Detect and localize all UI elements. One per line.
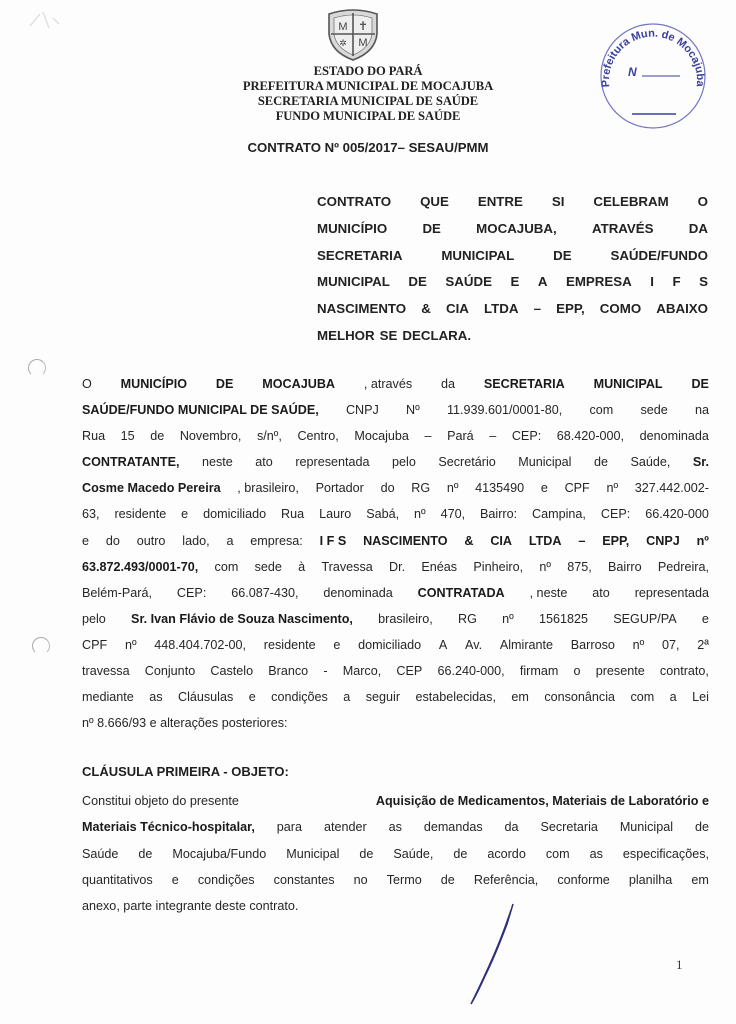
preamble-word: I	[650, 274, 654, 290]
paragraph-line	[82, 423, 709, 449]
paragraph-line	[82, 632, 709, 658]
text-run: empresa:	[250, 533, 303, 548]
preamble-word: MOCAJUBA,	[476, 220, 557, 236]
preamble-word: COMO	[599, 301, 642, 317]
preamble-word: SI	[551, 194, 565, 209]
header-secretariat: SECRETARIA MUNICIPAL DE SAÚDE	[257, 94, 479, 108]
text-run: a	[669, 690, 677, 705]
text-run: denominada	[639, 429, 709, 444]
bold-text-run: CONTRATADA	[417, 585, 505, 600]
text-run: quantitativos	[82, 872, 153, 887]
text-run: Conjunto	[144, 664, 196, 679]
text-run: Portador	[315, 481, 364, 496]
bold-text-run: nº	[696, 533, 709, 548]
text-run: Campina,	[532, 507, 586, 522]
text-run: a	[343, 690, 351, 705]
header-fund: FUNDO MUNICIPAL DE SAÚDE	[275, 109, 461, 123]
preamble-word: QUE	[420, 194, 449, 209]
text-run: 66.087-430,	[231, 585, 299, 600]
bleed-through-mark	[25, 4, 65, 34]
text-run: a	[226, 533, 234, 548]
text-run: pelo	[82, 611, 106, 626]
text-run: de	[694, 820, 709, 835]
preamble-line	[317, 296, 708, 323]
text-run: Sabá,	[366, 507, 400, 522]
bold-text-run: Cosme Macedo Pereira	[82, 481, 221, 496]
text-run: CNPJ	[345, 403, 379, 418]
text-run: residente	[263, 637, 316, 652]
text-run: e	[333, 637, 341, 652]
preamble-word: ABAIXO	[656, 301, 708, 317]
text-run: neste	[201, 455, 233, 470]
clause-line	[82, 788, 709, 814]
text-run: para	[276, 820, 303, 835]
text-run: acordo	[487, 846, 526, 861]
prefecture-stamp	[592, 18, 712, 130]
paragraph-line	[82, 684, 709, 710]
preamble-word: EMPRESA	[565, 274, 632, 290]
paragraph-line	[82, 501, 709, 527]
preamble-word: EPP,	[556, 301, 585, 317]
text-run: presente	[595, 664, 645, 679]
text-run: à	[298, 559, 306, 574]
bold-text-run: Aquisição de Medicamentos, Materiais de Laboratório e	[375, 794, 709, 808]
text-run: Almirante	[499, 637, 554, 652]
preamble-word: –	[533, 301, 541, 317]
text-run: Constitui objeto do presente	[82, 794, 239, 808]
text-run: o	[573, 664, 581, 679]
text-run: de	[453, 846, 468, 861]
text-run: de	[138, 846, 153, 861]
text-run: 327.442.002-	[634, 481, 709, 496]
bold-text-run: DE	[691, 377, 709, 391]
text-run: 68.420-000,	[556, 429, 625, 444]
bold-text-run: SECRETARIA	[483, 377, 565, 391]
text-run: Branco	[268, 664, 309, 679]
text-run: brasileiro,	[378, 611, 433, 626]
text-run: Municipal	[286, 846, 340, 861]
text-run: da	[440, 377, 455, 391]
text-run: contrato,	[659, 664, 709, 679]
bold-text-run: SAÚDE/FUNDO MUNICIPAL DE SAÚDE,	[82, 403, 319, 418]
preamble-word: DE	[408, 274, 427, 290]
text-run: Lauro	[319, 507, 352, 522]
text-run: domiciliado	[358, 637, 422, 652]
text-run: Municipal	[518, 455, 572, 470]
clause-line	[82, 814, 709, 840]
page-number: 1	[676, 957, 683, 972]
text-run: O	[82, 377, 92, 391]
text-run: Nº	[406, 403, 420, 418]
text-run: outro	[136, 533, 166, 548]
clause-line	[82, 893, 709, 919]
bold-text-run: MUNICÍPIO	[120, 377, 188, 391]
bold-text-run: CONTRATANTE,	[82, 455, 180, 470]
text-run: as	[589, 846, 603, 861]
text-run: Belém-Pará,	[82, 585, 152, 600]
preamble-word: E	[510, 274, 520, 290]
header-state: ESTADO DO PARÁ	[313, 64, 423, 78]
text-run: Termo	[386, 872, 422, 887]
text-run: nº	[446, 481, 459, 496]
preamble-word: SECRETARIA	[317, 247, 403, 263]
text-run: representada	[295, 455, 370, 470]
clause-one-title: CLÁUSULA PRIMEIRA - OBJETO:	[82, 764, 289, 779]
paragraph-line	[82, 658, 709, 684]
preamble-word: CONTRATO	[317, 194, 392, 209]
preamble-word: CELEBRAM	[593, 194, 669, 209]
text-run: travessa	[82, 664, 130, 679]
text-run: Pará	[447, 429, 474, 444]
preamble-word: CIA	[445, 301, 469, 317]
bold-text-run: LTDA	[528, 533, 562, 548]
text-run: 66.240-000,	[437, 664, 505, 679]
text-run: constantes	[273, 872, 335, 887]
clause-line	[82, 841, 709, 867]
text-run: 07,	[662, 637, 680, 652]
text-run: conforme	[557, 872, 610, 887]
text-run: sede	[254, 559, 282, 574]
preamble-word: ENTRE	[477, 194, 523, 209]
text-run: , brasileiro,	[237, 481, 299, 496]
bold-text-run: CIA	[490, 533, 513, 548]
preamble-word: DE	[553, 247, 572, 263]
text-run: Barroso	[570, 637, 615, 652]
bold-text-run: MUNICIPAL	[593, 377, 663, 391]
text-run: com	[630, 690, 655, 705]
text-run: nº	[502, 611, 514, 626]
text-run: atender	[323, 820, 367, 835]
text-run: Pinheiro,	[473, 559, 524, 574]
preamble-word: MUNICIPAL	[441, 247, 515, 263]
text-run: Lei	[692, 690, 709, 705]
preamble-word: A	[537, 274, 548, 290]
text-run: 2ª	[697, 637, 709, 652]
text-run: condições	[271, 690, 328, 705]
text-run: Saúde	[82, 846, 119, 861]
text-run: nº 8.666/93 e alterações posteriores:	[82, 716, 288, 731]
bold-text-run: Sr.	[692, 455, 709, 470]
text-run: 1561825	[538, 611, 588, 626]
stamp-field-label: N	[628, 65, 637, 79]
text-run: 11.939.601/0001-80,	[446, 403, 563, 418]
text-run: as	[388, 820, 402, 835]
text-run: especificações,	[622, 846, 709, 861]
text-run: Marco,	[342, 664, 382, 679]
text-run: 448.404.702-00,	[154, 637, 247, 652]
text-run: na	[694, 403, 709, 418]
preamble-word: F	[672, 274, 681, 290]
text-run: com	[589, 403, 614, 418]
text-run: e	[171, 872, 179, 887]
text-run: com	[214, 559, 239, 574]
bold-text-run: Materiais Técnico-hospitalar,	[82, 820, 255, 835]
stamp-text: Prefeitura Mun. de Mocajuba	[599, 27, 707, 88]
text-run: em	[511, 690, 529, 705]
text-run: representada	[634, 585, 709, 600]
bold-text-run: 63.872.493/0001-70,	[82, 559, 199, 574]
text-run: 875,	[567, 559, 592, 574]
text-run: Castelo	[210, 664, 254, 679]
text-run: nº	[632, 637, 645, 652]
text-run: da	[504, 820, 519, 835]
text-run: RG	[411, 481, 431, 496]
text-run: , através	[363, 377, 413, 391]
bold-text-run: DE	[215, 377, 234, 391]
text-run: seguir	[365, 690, 401, 705]
text-run: CPF	[564, 481, 590, 496]
text-run: nº	[606, 481, 619, 496]
bold-text-run: I F S	[319, 533, 347, 548]
bold-text-run: NASCIMENTO	[363, 533, 448, 548]
text-run: 4135490	[475, 481, 525, 496]
paragraph-line	[82, 449, 709, 475]
text-run: em	[691, 872, 709, 887]
text-run: nº	[124, 637, 137, 652]
text-run: SEGUP/PA	[613, 611, 677, 626]
text-run: mediante	[82, 690, 134, 705]
text-run: Rua	[281, 507, 305, 522]
text-run: e	[181, 507, 189, 522]
text-run: Bairro:	[480, 507, 518, 522]
preamble-word: DECLARA.	[402, 327, 472, 343]
preamble-word: MUNICÍPIO	[317, 220, 388, 236]
preamble-word: ATRAVÉS	[591, 220, 654, 236]
text-run: Secretaria	[540, 820, 598, 835]
text-run: lado,	[182, 533, 210, 548]
text-run: de	[150, 429, 165, 444]
text-run: Centro,	[297, 429, 339, 444]
text-run: ato	[592, 585, 610, 600]
text-run: de	[359, 846, 374, 861]
preamble-word: &	[421, 301, 431, 317]
preamble-line	[317, 189, 708, 216]
text-run: Secretário	[438, 455, 496, 470]
paragraph-line	[82, 710, 709, 736]
text-run: –	[424, 429, 432, 444]
text-run: CPF	[82, 637, 108, 652]
text-run: estabelecidas,	[415, 690, 496, 705]
text-run: Av.	[465, 637, 483, 652]
text-run: Bairro	[608, 559, 642, 574]
crest-cross-icon: ✝	[357, 19, 369, 33]
contract-number: CONTRATO Nº 005/2017– SESAU/PMM	[247, 140, 489, 155]
bold-text-run: Sr. Ivan Flávio de Souza Nascimento,	[131, 611, 353, 626]
preamble-word: MELHOR	[317, 327, 375, 343]
bold-text-run: MOCAJUBA	[262, 377, 336, 391]
municipal-crest-icon	[325, 6, 381, 62]
text-run: s/nº,	[256, 429, 282, 444]
crest-symbol-icon: ✲	[339, 38, 347, 48]
text-run: e	[248, 690, 256, 705]
preamble-word: DE	[422, 220, 441, 236]
bold-text-run: &	[464, 533, 474, 548]
paragraph-line	[82, 554, 709, 580]
text-run: -	[323, 664, 328, 679]
text-run: demandas	[423, 820, 483, 835]
crest-letter-m: M	[358, 37, 368, 49]
paragraph-line	[82, 475, 709, 501]
text-run: com	[545, 846, 570, 861]
paragraph-line	[82, 371, 709, 397]
text-run: residente	[114, 507, 167, 522]
text-run: Mocajuba	[354, 429, 409, 444]
preamble-word: DA	[688, 220, 708, 236]
preamble-word: O	[697, 194, 708, 209]
text-run: nº	[414, 507, 426, 522]
preamble-line	[317, 269, 708, 296]
text-run: planilha	[628, 872, 673, 887]
punch-hole-mark	[32, 637, 50, 655]
text-run: domiciliado	[203, 507, 267, 522]
text-run: sede	[640, 403, 668, 418]
text-run: anexo, parte integrante deste contrato.	[82, 899, 299, 914]
paragraph-line	[82, 528, 709, 554]
parties-paragraph	[82, 371, 709, 736]
text-run: as	[149, 690, 163, 705]
preamble-word: SE	[379, 327, 398, 343]
text-run: –	[489, 429, 497, 444]
text-run: Saúde,	[630, 455, 671, 470]
text-run: Novembro,	[179, 429, 242, 444]
clause-one-body	[82, 788, 709, 919]
text-run: Cláusulas	[177, 690, 234, 705]
text-run: pelo	[392, 455, 416, 470]
text-run: nº	[539, 559, 551, 574]
text-run: A	[438, 637, 448, 652]
text-run: ato	[255, 455, 273, 470]
preamble-word: MUNICIPAL	[317, 274, 390, 290]
text-run: consonância	[544, 690, 616, 705]
text-run: CEP	[396, 664, 423, 679]
preamble-line	[317, 243, 708, 270]
text-run: , neste	[529, 585, 568, 600]
bold-text-run: –	[578, 533, 586, 548]
preamble-word: SAÚDE	[445, 274, 492, 290]
text-run: 66.420-000	[645, 507, 709, 522]
text-run: Dr.	[389, 559, 406, 574]
text-run: 15	[120, 429, 135, 444]
text-run: Pedreira,	[657, 559, 709, 574]
signature-stroke	[455, 900, 525, 1010]
bold-text-run: CNPJ	[646, 533, 680, 548]
text-run: RG	[457, 611, 477, 626]
text-run: Saúde,	[393, 846, 434, 861]
punch-hole-mark	[28, 359, 46, 377]
text-run: no	[353, 872, 368, 887]
preamble-line	[317, 216, 708, 243]
header-prefecture: PREFEITURA MUNICIPAL DE MOCAJUBA	[242, 79, 494, 93]
text-run: e	[82, 533, 90, 548]
contract-preamble	[317, 189, 708, 350]
text-run: e	[701, 611, 709, 626]
text-run: de	[440, 872, 455, 887]
text-run: e	[540, 481, 548, 496]
bold-text-run: EPP,	[602, 533, 630, 548]
text-run: de	[593, 455, 608, 470]
preamble-line	[317, 323, 708, 350]
text-run: Travessa	[321, 559, 373, 574]
text-run: Municipal	[619, 820, 674, 835]
text-run: denominada	[323, 585, 393, 600]
paragraph-line	[82, 580, 709, 606]
text-run: Rua	[82, 429, 106, 444]
text-run: 470,	[440, 507, 466, 522]
text-run: 63,	[82, 507, 100, 522]
paragraph-line	[82, 397, 709, 423]
preamble-word: S	[699, 274, 708, 290]
text-run: CEP:	[176, 585, 207, 600]
text-run: Mocajuba/Fundo	[172, 846, 267, 861]
text-run: condições	[197, 872, 255, 887]
text-run: Referência,	[473, 872, 539, 887]
preamble-word: LTDA	[484, 301, 519, 317]
text-run: firmam	[519, 664, 559, 679]
text-run: CEP:	[511, 429, 542, 444]
preamble-word: NASCIMENTO	[317, 301, 407, 317]
paragraph-line	[82, 606, 709, 632]
text-run: CEP:	[600, 507, 631, 522]
text-run: do	[105, 533, 120, 548]
crest-letter-m: M	[338, 21, 348, 33]
preamble-word: SAÚDE/FUNDO	[610, 247, 708, 263]
clause-line	[82, 867, 709, 893]
text-run: do	[380, 481, 395, 496]
text-run: Enéas	[421, 559, 458, 574]
